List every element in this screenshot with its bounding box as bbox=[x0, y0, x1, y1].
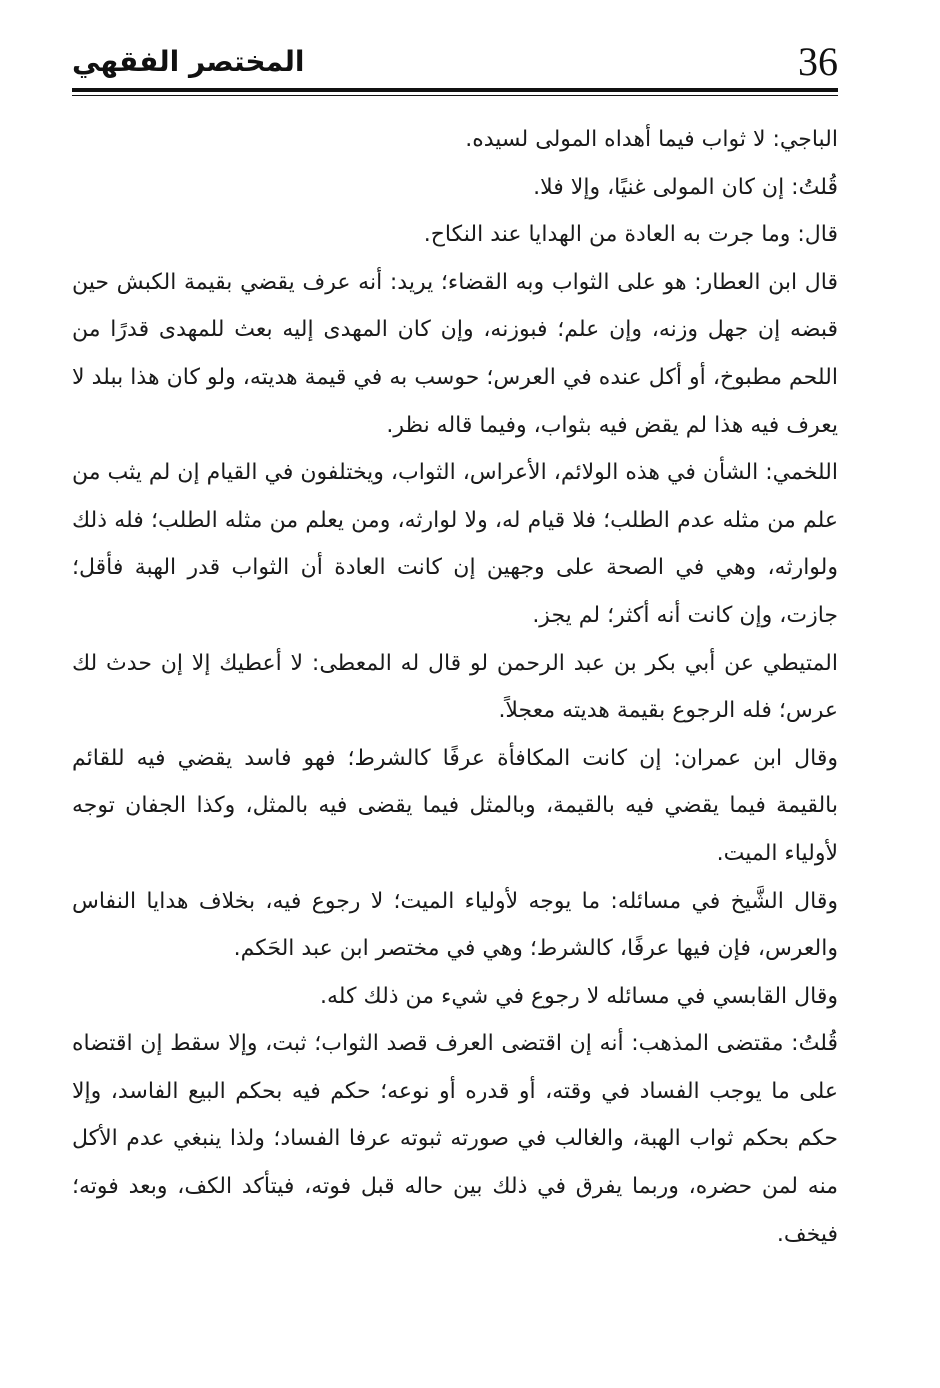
page-number: 36 bbox=[798, 39, 838, 84]
paragraph: قُلتُ: مقتضى المذهب: أنه إن اقتضى العرف قصد الثواب؛ ثبت، وإلا سقط إن اقتضاه على ما يوجب الفساد في وقته، أو قدره أو نوعه؛ حكم فيه بحكم البيع الفاسد، وإلا حكم بحكم ثواب الهبة، والغالب في صورته ثبوته عرفا الفساد؛ ولذا ينبغي عدم الأكل منه لمن حضره، وربما يفرق في ذلك بين حاله قبل فوته، فيتأكد الكف، وبعد فوته؛ فيخف. bbox=[72, 1031, 838, 1247]
paragraph: قُلتُ: إن كان المولى غنيًا، وإلا فلا. bbox=[533, 174, 838, 200]
header-rule-thin bbox=[72, 95, 838, 96]
paragraph: قال ابن العطار: هو على الثواب وبه القضاء؛ يريد: أنه عرف يقضي بقيمة الكبش حين قبضه إن جهل وزنه، وإن علم؛ فبوزنه، وإن كان المهدى إليه بعث للمهدى قدرًا من اللحم مطبوخ، أو أكل عنده في العرس؛ حوسب به في قيمة هديته، ولو كان هذا ببلد لا يعرف فيه هذا لم يقض فيه بثواب، وفيما قاله نظر. bbox=[72, 269, 838, 438]
paragraph: المتيطي عن أبي بكر بن عبد الرحمن لو قال له المعطى: لا أعطيك إلا إن حدث لك عرس؛ فله الرجوع بقيمة هديته معجلاً. bbox=[72, 650, 838, 724]
paragraph: الباجي: لا ثواب فيما أهداه المولى لسيده. bbox=[465, 127, 838, 152]
running-title: المختصر الفقهي bbox=[72, 45, 305, 78]
page-header bbox=[72, 40, 838, 90]
paragraph: وقال القابسي في مسائله لا رجوع في شيء من ذلك كله. bbox=[319, 983, 838, 1009]
paragraph: قال: وما جرت به العادة من الهدايا عند النكاح. bbox=[423, 222, 838, 248]
body-text bbox=[72, 116, 838, 1258]
header-rule-thick bbox=[72, 88, 838, 92]
paragraph: وقال ابن عمران: إن كانت المكافأة عرفًا كالشرط؛ فهو فاسد يقضي فيه للقائم بالقيمة فيما يقضي فيه بالقيمة، وبالمثل فيما يقضى فيه بالمثل، وكذا الجفان توجه لأولياء الميت. bbox=[72, 745, 838, 866]
paragraph: اللخمي: الشأن في هذه الولائم، الأعراس، الثواب، ويختلفون في القيام إن لم يثب من علم من مثله عدم الطلب؛ فلا قيام له، ولا لوارثه، ومن يعلم من مثله الطلب؛ فله ذلك ولوارثه، وهي في الصحة على وجهين إن كانت العادة أن الثواب قدر الهبة فأقل؛ جازت، وإن كانت أنه أكثر؛ لم يجز. bbox=[72, 460, 838, 628]
paragraph: وقال الشَّيخ في مسائله: ما يوجه لأولياء الميت؛ لا رجوع فيه، بخلاف هدايا النفاس والعرس، فإن فيها عرفًا، كالشرط؛ وهي في مختصر ابن عبد الحَكم. bbox=[72, 888, 838, 962]
